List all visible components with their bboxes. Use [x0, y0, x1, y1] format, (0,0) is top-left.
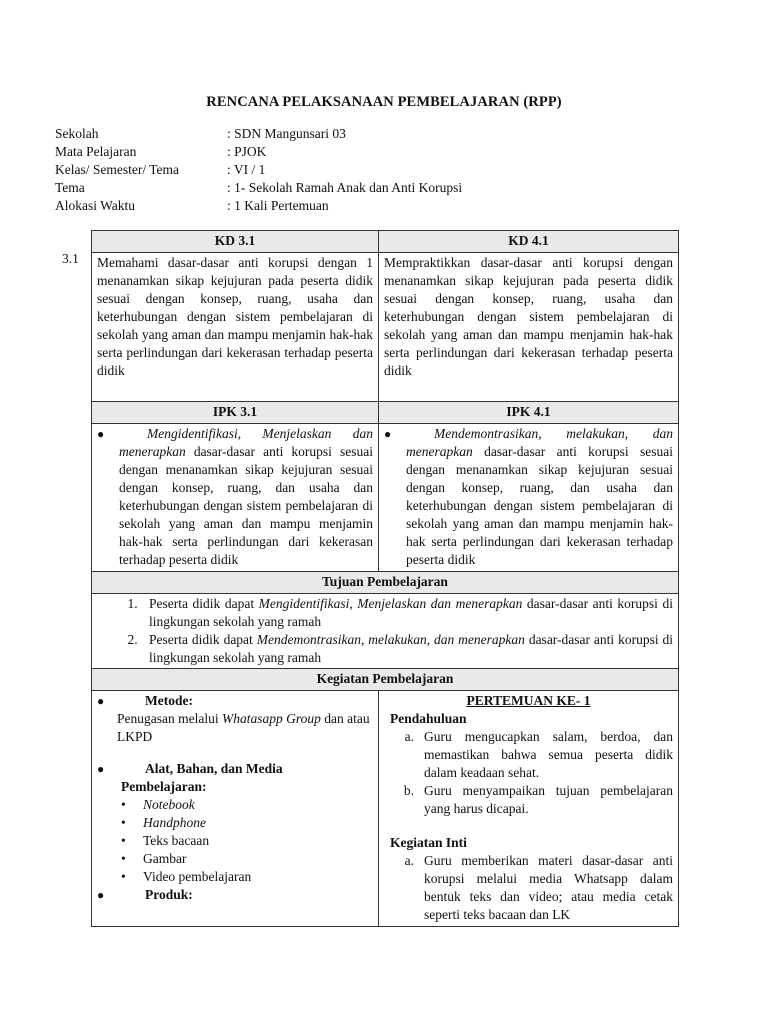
- inti-heading: Kegiatan Inti: [390, 835, 467, 850]
- info-value: : VI / 1: [227, 162, 266, 177]
- bullet-icon: ●: [97, 694, 105, 708]
- info-label: Kelas/ Semester/ Tema: [55, 162, 180, 177]
- pendahuluan-heading: Pendahuluan: [390, 711, 467, 726]
- ipk-left-cell: [92, 424, 379, 572]
- info-row-tema: [55, 179, 462, 197]
- kegiatan-right-cell: [379, 691, 679, 927]
- kd-right-text: Mempraktikkan dasar-dasar anti korupsi dengan menanamkan sikap kejujuran pada peserta didik sesuai dengan konsep, ruang, usaha dan keterhubungan dengan sistem pembelajaran di sekolah yang aman dan mampu menjamin hak-hak serta perlindungan dari kekerasan terhadap peserta didik: [379, 253, 679, 402]
- info-label: Mata Pelajaran: [55, 144, 137, 159]
- alat-list: [97, 796, 373, 886]
- info-value: : SDN Mangunsari 03: [227, 126, 346, 141]
- bullet-icon: ●: [97, 888, 105, 902]
- tujuan-header-row: [92, 572, 679, 594]
- ipk-right-text: Mendemontrasikan, melakukan, dan menerapkan dasar-dasar anti korupsi sesuai dengan menanamkan sikap kejujuran sesuai dengan konsep, ruang, dan usaha dan keterhubungan dengan sistem pembelajaran di sekolah yang aman dan mampu menjamin hak-hak serta perlindungan dari kekerasan terhadap peserta didik: [406, 426, 673, 567]
- metode-label: Metode:: [145, 693, 193, 708]
- ipk-header-row: [92, 402, 679, 424]
- tujuan-list: [97, 595, 673, 667]
- kegiatan-content-row: [92, 691, 679, 927]
- bullet-icon: ●: [97, 762, 105, 776]
- kd-right-header: KD 4.1: [379, 231, 679, 253]
- ipk-right-header: IPK 4.1: [379, 402, 679, 424]
- info-label: Sekolah: [55, 126, 99, 141]
- tujuan-cell: [92, 594, 679, 669]
- kd-header-row: [92, 231, 679, 253]
- info-label: Tema: [55, 180, 85, 195]
- ipk-left-text: Mengidentifikasi, Menjelaskan dan menerapkan dasar-dasar anti korupsi sesuai dengan menanamkan sikap kejujuran sesuai dengan konsep, ruang, dan usaha dan keterhubungan dengan sistem pembelajaran di sekolah yang aman dan mampu menjamin hak-hak serta perlindungan dari kekerasan terhadap peserta didik: [119, 426, 373, 567]
- kd-left-header: KD 3.1: [92, 231, 379, 253]
- list-item: 2. Peserta didik dapat Mendemontrasikan, melakukan, dan menerapkan dasar-dasar anti korupsi di lingkungan sekolah yang ramah: [141, 631, 673, 667]
- metode-text: Penugasan melalui Whatasapp Group dan atau LKPD: [117, 711, 370, 744]
- list-item: b. Guru menyampaikan tujuan pembelajaran yang harus dicapai.: [403, 783, 673, 816]
- ipk-left-header: IPK 3.1: [92, 402, 379, 424]
- list-item: • Gambar: [143, 850, 373, 868]
- bullet-icon: ●: [384, 427, 392, 441]
- kd-left-text: Memahami dasar-dasar anti korupsi dengan 1 menanamkan sikap kejujuran pada peserta didik sesuai dengan konsep, ruang, usaha dan keterhubungan dengan sistem pembelajaran di sekolah yang aman dan mampu menjamin hak-hak serta perlindungan dari kekerasan terhadap peserta didik: [92, 253, 379, 402]
- list-item: 1. Peserta didik dapat Mengidentifikasi, Menjelaskan dan menerapkan dasar-dasar anti korupsi di lingkungan sekolah yang ramah: [141, 595, 673, 631]
- info-row-mapel: [55, 143, 462, 161]
- produk-label: Produk:: [145, 887, 193, 902]
- list-item: • Handphone: [143, 814, 373, 832]
- bullet-icon: ●: [97, 427, 105, 441]
- document-title: RENCANA PELAKSANAAN PEMBELAJARAN (RPP): [206, 94, 562, 110]
- ipk-content-row: [92, 424, 679, 572]
- list-item: • Notebook: [143, 796, 373, 814]
- kd-row-number: 3.1: [62, 251, 79, 266]
- alat-label: Alat, Bahan, dan Media: [145, 761, 283, 776]
- pertemuan-title: PERTEMUAN KE- 1: [466, 693, 591, 708]
- info-value: : PJOK: [227, 144, 267, 159]
- info-row-sekolah: [55, 125, 462, 143]
- alat-label-continued: Pembelajaran:: [121, 779, 207, 794]
- info-label: Alokasi Waktu: [55, 198, 136, 213]
- list-item: • Video pembelajaran: [143, 868, 373, 886]
- tujuan-content-row: [92, 594, 679, 669]
- info-row-kelas: [55, 161, 462, 179]
- kegiatan-header: Kegiatan Pembelajaran: [92, 669, 679, 691]
- info-row-alokasi: [55, 197, 462, 215]
- kd-content-row: [92, 253, 679, 402]
- kegiatan-header-row: [92, 669, 679, 691]
- tujuan-header: Tujuan Pembelajaran: [92, 572, 679, 594]
- rpp-table: [91, 230, 679, 927]
- list-item: • Teks bacaan: [143, 832, 373, 850]
- kegiatan-left-cell: [92, 691, 379, 927]
- list-item: a. Guru memberikan materi dasar-dasar anti korupsi melalui media Whatsapp dalam bentuk teks dan video; atau media cetak seperti teks bacaan dan LK: [404, 853, 673, 922]
- info-value: : 1- Sekolah Ramah Anak dan Anti Korupsi: [227, 180, 463, 195]
- info-value: : 1 Kali Pertemuan: [227, 198, 329, 213]
- ipk-right-cell: [379, 424, 679, 572]
- identity-block: [55, 125, 462, 215]
- list-item: a. Guru mengucapkan salam, berdoa, dan memastikan bahwa semua peserta didik dalam keadaan sehat.: [404, 729, 673, 780]
